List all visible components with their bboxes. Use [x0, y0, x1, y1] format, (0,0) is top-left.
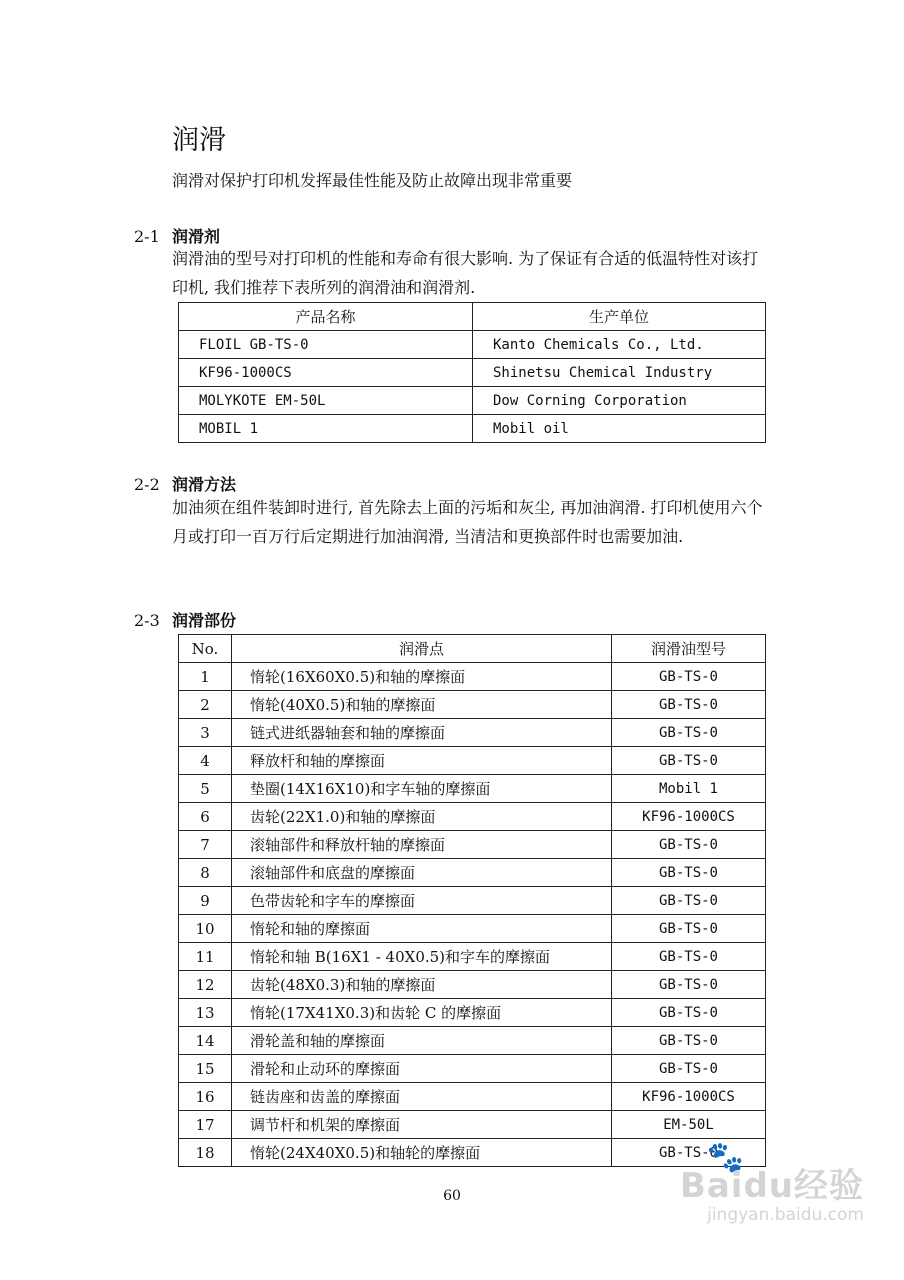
oil-type-cell: GB-TS-0 [612, 719, 766, 747]
row-number-cell: 11 [179, 943, 232, 971]
table-row [179, 415, 766, 443]
lubrication-point-cell: 链式进纸器轴套和轴的摩擦面 [232, 719, 612, 747]
lubrication-point-cell: 齿轮(48X0.3)和轴的摩擦面 [232, 971, 612, 999]
row-number-cell: 2 [179, 691, 232, 719]
row-number-cell: 13 [179, 999, 232, 1027]
lubrication-point-cell: 释放杆和轴的摩擦面 [232, 747, 612, 775]
table-row [179, 1111, 766, 1139]
table-row [179, 691, 766, 719]
oil-type-cell: Mobil 1 [612, 775, 766, 803]
page-title: 润滑 [172, 125, 226, 156]
manufacturer-cell: Kanto Chemicals Co., Ltd. [473, 331, 766, 359]
lubricant-table [178, 302, 766, 443]
row-number-cell: 12 [179, 971, 232, 999]
paw-icon: 🐾 [706, 1140, 744, 1175]
oil-type-cell: GB-TS-0 [612, 1027, 766, 1055]
oil-type-cell: GB-TS-0 [612, 859, 766, 887]
header-product-name: 产品名称 [179, 303, 473, 331]
lubrication-points-table [178, 634, 766, 1167]
row-number-cell: 18 [179, 1139, 232, 1167]
intro-text: 润滑对保护打印机发挥最佳性能及防止故障出现非常重要 [172, 171, 573, 190]
lubrication-point-cell: 惰轮和轴的摩擦面 [232, 915, 612, 943]
table-row [179, 747, 766, 775]
product-name-cell: MOLYKOTE EM-50L [179, 387, 473, 415]
table-row [179, 831, 766, 859]
section-heading-2-2 [134, 472, 236, 495]
table-row [179, 915, 766, 943]
row-number-cell: 9 [179, 887, 232, 915]
row-number-cell: 10 [179, 915, 232, 943]
oil-type-cell: EM-50L [612, 1111, 766, 1139]
row-number-cell: 16 [179, 1083, 232, 1111]
table-row [179, 1083, 766, 1111]
oil-type-cell: GB-TS-0 [612, 999, 766, 1027]
oil-type-cell: GB-TS-0 [612, 943, 766, 971]
header-manufacturer: 生产单位 [473, 303, 766, 331]
row-number-cell: 3 [179, 719, 232, 747]
header-oil-type: 润滑油型号 [612, 635, 766, 663]
oil-type-cell: KF96-1000CS [612, 1083, 766, 1111]
row-number-cell: 4 [179, 747, 232, 775]
table-header-row [179, 303, 766, 331]
table-row [179, 1139, 766, 1167]
row-number-cell: 17 [179, 1111, 232, 1139]
watermark-logo: Baidu经验 [679, 1166, 864, 1206]
lubrication-point-cell: 色带齿轮和字车的摩擦面 [232, 887, 612, 915]
product-name-cell: MOBIL 1 [179, 415, 473, 443]
lubrication-point-cell: 滚轴部件和底盘的摩擦面 [232, 859, 612, 887]
table-row [179, 719, 766, 747]
section-number: 2-1 [134, 227, 160, 246]
oil-type-cell: GB-TS-0 [612, 747, 766, 775]
manufacturer-cell: Dow Corning Corporation [473, 387, 766, 415]
table-row [179, 387, 766, 415]
table-row [179, 943, 766, 971]
table-row [179, 971, 766, 999]
lubrication-point-cell: 齿轮(22X1.0)和轴的摩擦面 [232, 803, 612, 831]
table-row [179, 859, 766, 887]
oil-type-cell: GB-TS-0 [612, 887, 766, 915]
table-row [179, 887, 766, 915]
table-row [179, 999, 766, 1027]
lubrication-point-cell: 惰轮(17X41X0.3)和齿轮 C 的摩擦面 [232, 999, 612, 1027]
oil-type-cell: GB-TS-0 [612, 691, 766, 719]
oil-type-cell: GB-TS-0 [612, 663, 766, 691]
table-row [179, 803, 766, 831]
header-no: No. [179, 635, 232, 663]
lubrication-point-cell: 调节杆和机架的摩擦面 [232, 1111, 612, 1139]
table-row [179, 331, 766, 359]
page-number: 60 [443, 1188, 461, 1204]
section-number: 2-2 [134, 475, 160, 494]
oil-type-cell: GB-TS-0 [612, 1139, 766, 1167]
table-header-row [179, 635, 766, 663]
lubrication-point-cell: 惰轮(24X40X0.5)和轴轮的摩擦面 [232, 1139, 612, 1167]
watermark-url: jingyan.baidu.com [707, 1205, 864, 1225]
lubrication-point-cell: 滑轮盖和轴的摩擦面 [232, 1027, 612, 1055]
lubrication-point-cell: 惰轮(16X60X0.5)和轴的摩擦面 [232, 663, 612, 691]
lubrication-point-cell: 惰轮和轴 B(16X1 - 40X0.5)和字车的摩擦面 [232, 943, 612, 971]
section-text-2-2: 加油须在组件装卸时进行, 首先除去上面的污垢和灰尘, 再加油润滑. 打印机使用六个月或打印一百万行后定期进行加油润滑, 当清洁和更换部件时也需要加油. [172, 498, 763, 546]
lubrication-point-cell: 垫圈(14X16X10)和字车轴的摩擦面 [232, 775, 612, 803]
lubrication-point-cell: 惰轮(40X0.5)和轴的摩擦面 [232, 691, 612, 719]
product-name-cell: FLOIL GB-TS-0 [179, 331, 473, 359]
lubrication-point-cell: 链齿座和齿盖的摩擦面 [232, 1083, 612, 1111]
product-name-cell: KF96-1000CS [179, 359, 473, 387]
row-number-cell: 1 [179, 663, 232, 691]
row-number-cell: 5 [179, 775, 232, 803]
manufacturer-cell: Shinetsu Chemical Industry [473, 359, 766, 387]
header-lubrication-point: 润滑点 [232, 635, 612, 663]
oil-type-cell: GB-TS-0 [612, 1055, 766, 1083]
lubrication-point-cell: 滑轮和止动环的摩擦面 [232, 1055, 612, 1083]
table-row [179, 1055, 766, 1083]
section-text-2-1: 润滑油的型号对打印机的性能和寿命有很大影响. 为了保证有合适的低温特性对该打印机, 我们推荐下表所列的润滑油和润滑剂. [172, 249, 759, 297]
row-number-cell: 6 [179, 803, 232, 831]
lubrication-point-cell: 滚轴部件和释放杆轴的摩擦面 [232, 831, 612, 859]
row-number-cell: 7 [179, 831, 232, 859]
oil-type-cell: GB-TS-0 [612, 915, 766, 943]
points-table-body [179, 663, 766, 1167]
oil-type-cell: KF96-1000CS [612, 803, 766, 831]
manufacturer-cell: Mobil oil [473, 415, 766, 443]
table-row [179, 359, 766, 387]
row-number-cell: 8 [179, 859, 232, 887]
row-number-cell: 15 [179, 1055, 232, 1083]
row-number-cell: 14 [179, 1027, 232, 1055]
oil-type-cell: GB-TS-0 [612, 971, 766, 999]
section-heading-2-3 [134, 608, 236, 631]
table-row [179, 775, 766, 803]
oil-type-cell: GB-TS-0 [612, 831, 766, 859]
section-number: 2-3 [134, 611, 160, 630]
table-row [179, 663, 766, 691]
section-title: 润滑方法 [172, 475, 237, 494]
table-row [179, 1027, 766, 1055]
section-title: 润滑剂 [172, 227, 221, 246]
section-title: 润滑部份 [172, 611, 237, 630]
